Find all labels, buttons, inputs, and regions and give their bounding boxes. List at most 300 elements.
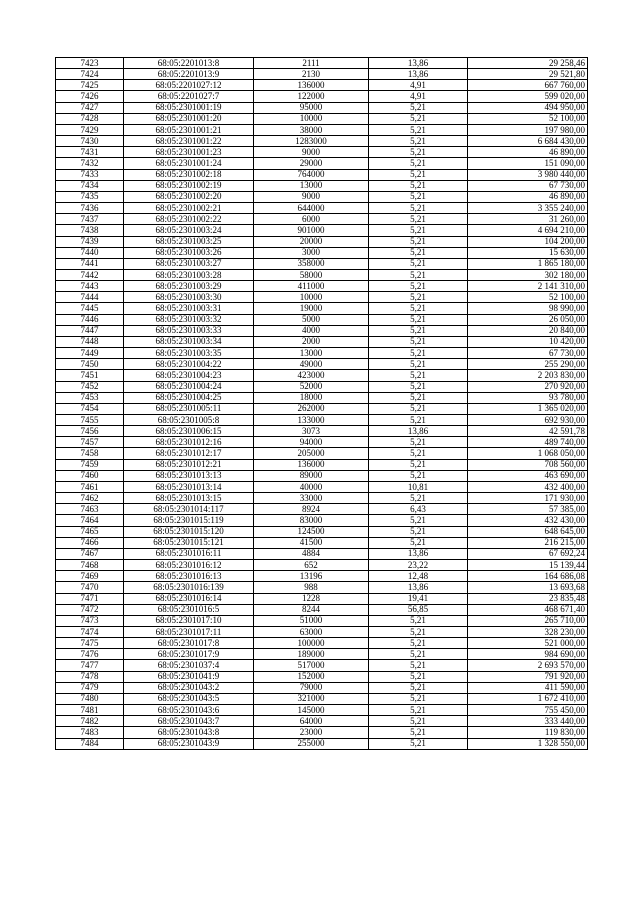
row-number-cell: 7472 [56,604,124,615]
rate-cell: 5,21 [369,448,468,459]
row-number-cell: 7466 [56,537,124,548]
row-number-cell: 7483 [56,727,124,738]
table-row [56,716,588,727]
value-cell: 463 690,00 [468,470,588,481]
table-row [56,548,588,559]
cadastral-number-cell: 68:05:2301001:22 [124,136,254,147]
rate-cell: 5,21 [369,314,468,325]
cadastral-number-cell: 68:05:2301013:15 [124,493,254,504]
value-cell: 29 258,46 [468,58,588,69]
cadastral-number-cell: 68:05:2301043:9 [124,738,254,749]
area-cell: 23000 [254,727,369,738]
rate-cell: 5,21 [369,515,468,526]
rate-cell: 5,21 [369,281,468,292]
area-cell: 58000 [254,269,369,280]
value-cell: 13 693,68 [468,582,588,593]
cadastral-number-cell: 68:05:2301003:26 [124,247,254,258]
row-number-cell: 7460 [56,470,124,481]
table-row [56,671,588,682]
area-cell: 988 [254,582,369,593]
row-number-cell: 7456 [56,426,124,437]
area-cell: 89000 [254,470,369,481]
table-row [56,727,588,738]
row-number-cell: 7457 [56,437,124,448]
area-cell: 2000 [254,336,369,347]
row-number-cell: 7426 [56,91,124,102]
rate-cell: 5,21 [369,359,468,370]
area-cell: 18000 [254,392,369,403]
table-row [56,604,588,615]
area-cell: 5000 [254,314,369,325]
cadastral-number-cell: 68:05:2301017:10 [124,615,254,626]
value-cell: 23 835,48 [468,593,588,604]
cadastral-number-cell: 68:05:2301001:23 [124,147,254,158]
value-cell: 791 920,00 [468,671,588,682]
row-number-cell: 7480 [56,693,124,704]
table-row [56,693,588,704]
area-cell: 133000 [254,415,369,426]
row-number-cell: 7425 [56,80,124,91]
cadastral-number-cell: 68:05:2301003:31 [124,303,254,314]
cadastral-number-cell: 68:05:2301001:20 [124,113,254,124]
rate-cell: 5,21 [369,392,468,403]
cadastral-number-cell: 68:05:2301003:25 [124,236,254,247]
rate-cell: 56,85 [369,604,468,615]
cadastral-number-cell: 68:05:2301003:33 [124,325,254,336]
rate-cell: 5,21 [369,415,468,426]
cadastral-number-cell: 68:05:2301017:11 [124,626,254,637]
rate-cell: 5,21 [369,470,468,481]
rate-cell: 5,21 [369,403,468,414]
area-cell: 644000 [254,203,369,214]
table-row [56,348,588,359]
area-cell: 13000 [254,348,369,359]
table-row [56,314,588,325]
row-number-cell: 7465 [56,526,124,537]
rate-cell: 5,21 [369,203,468,214]
area-cell: 423000 [254,370,369,381]
area-cell: 136000 [254,459,369,470]
area-cell: 652 [254,560,369,571]
value-cell: 648 645,00 [468,526,588,537]
rate-cell: 5,21 [369,258,468,269]
row-number-cell: 7462 [56,493,124,504]
area-cell: 13000 [254,180,369,191]
rate-cell: 5,21 [369,693,468,704]
value-cell: 67 730,00 [468,180,588,191]
table-row [56,682,588,693]
row-number-cell: 7451 [56,370,124,381]
area-cell: 63000 [254,626,369,637]
row-number-cell: 7433 [56,169,124,180]
row-number-cell: 7455 [56,415,124,426]
cadastral-number-cell: 68:05:2301006:15 [124,426,254,437]
cadastral-number-cell: 68:05:2201027:12 [124,80,254,91]
value-cell: 1 672 410,00 [468,693,588,704]
row-number-cell: 7475 [56,638,124,649]
table-row [56,247,588,258]
row-number-cell: 7434 [56,180,124,191]
rate-cell: 5,21 [369,236,468,247]
value-cell: 15 630,00 [468,247,588,258]
cadastral-number-cell: 68:05:2301004:23 [124,370,254,381]
row-number-cell: 7477 [56,660,124,671]
table-row [56,459,588,470]
row-number-cell: 7440 [56,247,124,258]
row-number-cell: 7423 [56,58,124,69]
value-cell: 26 050,00 [468,314,588,325]
cadastral-number-cell: 68:05:2301017:8 [124,638,254,649]
area-cell: 49000 [254,359,369,370]
value-cell: 20 840,00 [468,325,588,336]
cadastral-number-cell: 68:05:2301043:7 [124,716,254,727]
value-cell: 333 440,00 [468,716,588,727]
cadastral-number-cell: 68:05:2201013:8 [124,58,254,69]
table-row [56,493,588,504]
cadastral-number-cell: 68:05:2301004:24 [124,381,254,392]
row-number-cell: 7441 [56,258,124,269]
row-number-cell: 7437 [56,214,124,225]
area-cell: 1283000 [254,136,369,147]
row-number-cell: 7431 [56,147,124,158]
value-cell: 52 100,00 [468,113,588,124]
area-cell: 10000 [254,113,369,124]
row-number-cell: 7439 [56,236,124,247]
rate-cell: 5,21 [369,214,468,225]
table-row [56,325,588,336]
value-cell: 15 139,44 [468,560,588,571]
row-number-cell: 7459 [56,459,124,470]
value-cell: 255 290,00 [468,359,588,370]
row-number-cell: 7470 [56,582,124,593]
rate-cell: 5,21 [369,102,468,113]
rate-cell: 5,21 [369,191,468,202]
row-number-cell: 7448 [56,336,124,347]
value-cell: 1 328 550,00 [468,738,588,749]
value-cell: 42 591,78 [468,426,588,437]
area-cell: 411000 [254,281,369,292]
value-cell: 1 365 020,00 [468,403,588,414]
value-cell: 2 141 310,00 [468,281,588,292]
row-number-cell: 7429 [56,124,124,135]
cadastral-number-cell: 68:05:2301016:11 [124,548,254,559]
rate-cell: 5,21 [369,124,468,135]
value-cell: 984 690,00 [468,649,588,660]
value-cell: 708 560,00 [468,459,588,470]
table-row [56,615,588,626]
cadastral-number-cell: 68:05:2301001:21 [124,124,254,135]
area-cell: 3000 [254,247,369,258]
row-number-cell: 7435 [56,191,124,202]
value-cell: 46 890,00 [468,147,588,158]
value-cell: 4 694 210,00 [468,225,588,236]
rate-cell: 5,21 [369,682,468,693]
row-number-cell: 7442 [56,269,124,280]
rate-cell: 5,21 [369,615,468,626]
rate-cell: 5,21 [369,727,468,738]
table-row [56,560,588,571]
rate-cell: 5,21 [369,292,468,303]
rate-cell: 5,21 [369,348,468,359]
rate-cell: 19,41 [369,593,468,604]
area-cell: 205000 [254,448,369,459]
row-number-cell: 7463 [56,504,124,515]
table-row [56,481,588,492]
rate-cell: 5,21 [369,225,468,236]
table-row [56,292,588,303]
cadastral-number-cell: 68:05:2301016:139 [124,582,254,593]
rate-cell: 5,21 [369,370,468,381]
table-row [56,437,588,448]
cadastral-number-cell: 68:05:2301012:17 [124,448,254,459]
value-cell: 494 950,00 [468,102,588,113]
cadastral-number-cell: 68:05:2301004:25 [124,392,254,403]
cadastral-number-cell: 68:05:2301003:27 [124,258,254,269]
rate-cell: 5,21 [369,336,468,347]
rate-cell: 5,21 [369,537,468,548]
area-cell: 40000 [254,481,369,492]
table-row [56,638,588,649]
table-row [56,136,588,147]
value-cell: 1 068 050,00 [468,448,588,459]
row-number-cell: 7469 [56,571,124,582]
area-cell: 1228 [254,593,369,604]
table-row [56,381,588,392]
area-cell: 122000 [254,91,369,102]
table-row [56,660,588,671]
row-number-cell: 7458 [56,448,124,459]
table-row [56,147,588,158]
cadastral-number-cell: 68:05:2301002:21 [124,203,254,214]
rate-cell: 5,21 [369,459,468,470]
area-cell: 19000 [254,303,369,314]
row-number-cell: 7443 [56,281,124,292]
area-cell: 2130 [254,69,369,80]
area-cell: 517000 [254,660,369,671]
row-number-cell: 7444 [56,292,124,303]
rate-cell: 4,91 [369,80,468,91]
row-number-cell: 7467 [56,548,124,559]
area-cell: 145000 [254,705,369,716]
area-cell: 262000 [254,403,369,414]
value-cell: 93 780,00 [468,392,588,403]
row-number-cell: 7473 [56,615,124,626]
value-cell: 197 980,00 [468,124,588,135]
value-cell: 432 430,00 [468,515,588,526]
value-cell: 164 686,08 [468,571,588,582]
rate-cell: 5,21 [369,738,468,749]
area-cell: 255000 [254,738,369,749]
area-cell: 64000 [254,716,369,727]
value-cell: 98 990,00 [468,303,588,314]
area-cell: 20000 [254,236,369,247]
cadastral-value-table [55,57,588,750]
area-cell: 52000 [254,381,369,392]
cadastral-number-cell: 68:05:2201013:9 [124,69,254,80]
value-cell: 411 590,00 [468,682,588,693]
table-row [56,448,588,459]
area-cell: 94000 [254,437,369,448]
table-row [56,504,588,515]
rate-cell: 4,91 [369,91,468,102]
value-cell: 3 980 440,00 [468,169,588,180]
table-row [56,124,588,135]
value-cell: 31 260,00 [468,214,588,225]
area-cell: 764000 [254,169,369,180]
row-number-cell: 7461 [56,481,124,492]
cadastral-number-cell: 68:05:2301041:9 [124,671,254,682]
table-row [56,58,588,69]
cadastral-number-cell: 68:05:2301002:20 [124,191,254,202]
table-row [56,191,588,202]
table-row [56,69,588,80]
rate-cell: 13,86 [369,548,468,559]
row-number-cell: 7474 [56,626,124,637]
table-row [56,303,588,314]
rate-cell: 5,21 [369,158,468,169]
area-cell: 33000 [254,493,369,504]
table-row [56,214,588,225]
rate-cell: 10,81 [369,481,468,492]
table-row [56,470,588,481]
cadastral-number-cell: 68:05:2301012:16 [124,437,254,448]
rate-cell: 5,21 [369,269,468,280]
cadastral-number-cell: 68:05:2301005:11 [124,403,254,414]
table-row [56,537,588,548]
cadastral-number-cell: 68:05:2301037:4 [124,660,254,671]
area-cell: 358000 [254,258,369,269]
value-cell: 302 180,00 [468,269,588,280]
cadastral-number-cell: 68:05:2301003:28 [124,269,254,280]
rate-cell: 5,21 [369,437,468,448]
value-cell: 270 920,00 [468,381,588,392]
value-cell: 46 890,00 [468,191,588,202]
row-number-cell: 7478 [56,671,124,682]
cadastral-number-cell: 68:05:2201027:7 [124,91,254,102]
row-number-cell: 7432 [56,158,124,169]
rate-cell: 5,21 [369,526,468,537]
rate-cell: 6,43 [369,504,468,515]
table-row [56,113,588,124]
rate-cell: 12,48 [369,571,468,582]
table-row [56,626,588,637]
cadastral-number-cell: 68:05:2301017:9 [124,649,254,660]
row-number-cell: 7464 [56,515,124,526]
rate-cell: 13,86 [369,58,468,69]
row-number-cell: 7450 [56,359,124,370]
table-row [56,705,588,716]
table-row [56,203,588,214]
value-cell: 2 693 570,00 [468,660,588,671]
area-cell: 9000 [254,147,369,158]
rate-cell: 13,86 [369,69,468,80]
table-row [56,526,588,537]
cadastral-number-cell: 68:05:2301003:35 [124,348,254,359]
area-cell: 6000 [254,214,369,225]
value-cell: 6 684 430,00 [468,136,588,147]
row-number-cell: 7428 [56,113,124,124]
area-cell: 124500 [254,526,369,537]
value-cell: 52 100,00 [468,292,588,303]
value-cell: 521 000,00 [468,638,588,649]
value-cell: 67 692,24 [468,548,588,559]
area-cell: 95000 [254,102,369,113]
cadastral-number-cell: 68:05:2301005:8 [124,415,254,426]
rate-cell: 5,21 [369,303,468,314]
table-row [56,649,588,660]
table-row [56,593,588,604]
cadastral-number-cell: 68:05:2301015:119 [124,515,254,526]
cadastral-number-cell: 68:05:2301043:2 [124,682,254,693]
rate-cell: 5,21 [369,626,468,637]
row-number-cell: 7468 [56,560,124,571]
area-cell: 136000 [254,80,369,91]
rate-cell: 5,21 [369,660,468,671]
rate-cell: 5,21 [369,147,468,158]
table-row [56,169,588,180]
row-number-cell: 7479 [56,682,124,693]
area-cell: 79000 [254,682,369,693]
table-row [56,392,588,403]
area-cell: 10000 [254,292,369,303]
table-row [56,426,588,437]
row-number-cell: 7484 [56,738,124,749]
cadastral-number-cell: 68:05:2301003:29 [124,281,254,292]
area-cell: 29000 [254,158,369,169]
value-cell: 10 420,00 [468,336,588,347]
row-number-cell: 7430 [56,136,124,147]
row-number-cell: 7476 [56,649,124,660]
value-cell: 171 930,00 [468,493,588,504]
value-cell: 119 830,00 [468,727,588,738]
rate-cell: 5,21 [369,638,468,649]
row-number-cell: 7424 [56,69,124,80]
area-cell: 2111 [254,58,369,69]
rate-cell: 5,21 [369,705,468,716]
rate-cell: 5,21 [369,113,468,124]
rate-cell: 5,21 [369,169,468,180]
value-cell: 216 215,00 [468,537,588,548]
table-row [56,102,588,113]
cadastral-number-cell: 68:05:2301012:21 [124,459,254,470]
value-cell: 432 400,00 [468,481,588,492]
table-body [56,58,588,750]
area-cell: 321000 [254,693,369,704]
table-row [56,571,588,582]
row-number-cell: 7481 [56,705,124,716]
table-row [56,91,588,102]
area-cell: 901000 [254,225,369,236]
area-cell: 83000 [254,515,369,526]
row-number-cell: 7427 [56,102,124,113]
row-number-cell: 7445 [56,303,124,314]
cadastral-number-cell: 68:05:2301001:19 [124,102,254,113]
area-cell: 3073 [254,426,369,437]
rate-cell: 5,21 [369,493,468,504]
cadastral-number-cell: 68:05:2301004:22 [124,359,254,370]
row-number-cell: 7438 [56,225,124,236]
cadastral-number-cell: 68:05:2301016:14 [124,593,254,604]
cadastral-number-cell: 68:05:2301013:14 [124,481,254,492]
area-cell: 51000 [254,615,369,626]
table-row [56,225,588,236]
cadastral-number-cell: 68:05:2301043:6 [124,705,254,716]
cadastral-number-cell: 68:05:2301003:30 [124,292,254,303]
row-number-cell: 7446 [56,314,124,325]
row-number-cell: 7471 [56,593,124,604]
rate-cell: 5,21 [369,671,468,682]
rate-cell: 13,86 [369,426,468,437]
